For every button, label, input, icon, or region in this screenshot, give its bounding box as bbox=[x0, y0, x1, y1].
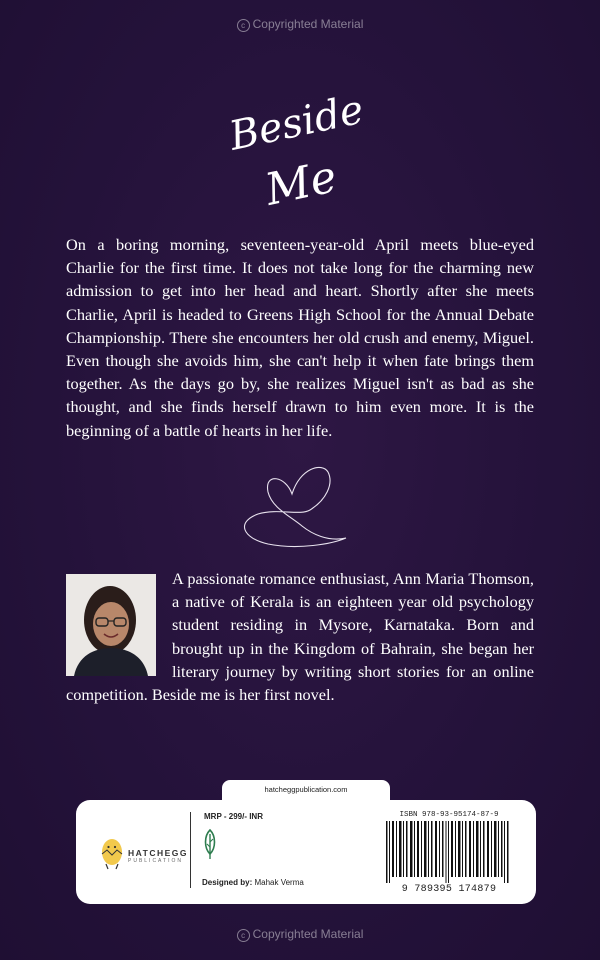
price: MRP - 299/- INR bbox=[204, 812, 263, 821]
copyright-icon: c bbox=[237, 929, 250, 942]
isbn-number: 9 789395 174879 bbox=[401, 884, 497, 895]
copyright-icon: c bbox=[237, 19, 250, 32]
book-blurb: On a boring morning, seventeen-year-old April meets blue-eyed Charlie for the first time. It does not take long for the charming new admission to get into her head and heart. Shortly after she meets Charlie, April is headed to Greens High School for the Annual Debate Championship. There she encounters her old crush and enemy, Miguel. Even though she avoids him, she can't help it when fate brings them together. As the days go by, she realizes Miguel isn't as bad as she thought, and she finds herself drawn to him even more. It is the beginning of a battle of hearts in her life. bbox=[66, 235, 534, 440]
watermark-bottom: c Copyrighted Material bbox=[0, 927, 600, 942]
title-line-2: Me bbox=[260, 151, 342, 216]
author-bio: A passionate romance enthusiast, Ann Maria Thomson, a native of Kerala is an eighteen year old psychology student residing in Mysore, Karnataka. Born and brought up in the Kingdom of Bahrain, she began her literary journey by writing short stories for an online competition. Beside me is her first novel. bbox=[66, 569, 534, 705]
heart-swirl-icon bbox=[228, 458, 358, 548]
leaf-icon bbox=[202, 828, 218, 860]
hatchegg-logo-icon bbox=[98, 836, 126, 870]
publisher-sub: PUBLICATION bbox=[128, 858, 183, 864]
divider bbox=[190, 812, 191, 888]
book-title bbox=[200, 80, 400, 220]
title-line-1: Beside bbox=[225, 86, 368, 160]
isbn-label: ISBN 978-93-95174-87-9 bbox=[399, 811, 499, 819]
barcode-icon bbox=[384, 821, 514, 883]
publisher-url[interactable]: hatcheggpublication.com bbox=[222, 780, 390, 806]
watermark-top: c Copyrighted Material bbox=[0, 17, 600, 32]
designer-credit: Designed by: Mahak Verma bbox=[202, 878, 304, 887]
publisher-name: HATCHEGG bbox=[128, 848, 189, 858]
